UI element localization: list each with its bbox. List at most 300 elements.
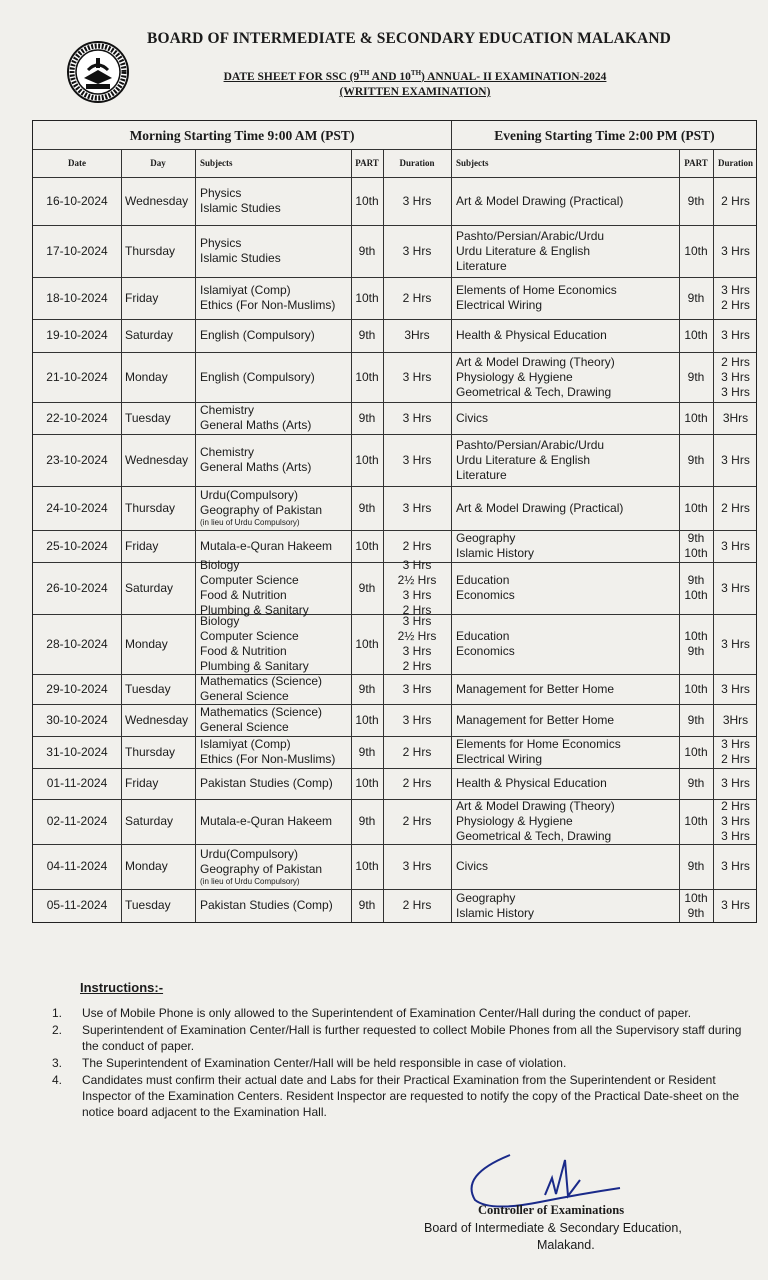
instruction-item	[52, 1055, 757, 1071]
evening-subjects	[451, 402, 679, 434]
morning-duration	[383, 674, 451, 704]
part-text: 10th	[355, 538, 379, 553]
part-text: 10th	[355, 712, 379, 727]
evening-part	[679, 277, 713, 319]
exam-date	[33, 768, 121, 799]
day-text: Monday	[125, 636, 168, 651]
morning-subjects	[195, 704, 351, 736]
morning-subject: Urdu(Compulsory)	[200, 488, 299, 502]
evening-part	[679, 844, 713, 889]
exam-day	[121, 319, 195, 352]
duration-text: 3 Hrs	[402, 369, 432, 384]
morning-subject: Biology	[200, 558, 240, 572]
evening-part	[679, 674, 713, 704]
duration-text: 3 Hrs	[402, 193, 432, 208]
duration-text: 2 Hrs	[402, 659, 432, 673]
day-text: Thursday	[125, 744, 176, 759]
date-text: 19-10-2024	[46, 328, 108, 342]
morning-subjects	[195, 434, 351, 486]
evening-duration	[713, 530, 758, 562]
part-text: 10th	[355, 859, 379, 873]
evening-subject: Health & Physical Education	[456, 328, 607, 342]
duration-text: 2½ Hrs	[397, 573, 437, 587]
morning-subject: Mathematics (Science)	[200, 674, 323, 688]
duration-text: 3Hrs	[722, 410, 749, 425]
date-text: 18-10-2024	[46, 290, 108, 305]
evening-subjects	[451, 799, 679, 844]
morning-subject: Geography of Pakistan	[200, 861, 323, 876]
evening-part	[679, 889, 713, 922]
evening-subject: Electrical Wiring	[456, 298, 543, 312]
date-text: 30-10-2024	[46, 712, 108, 727]
evening-duration	[713, 562, 758, 614]
exam-day	[121, 768, 195, 799]
evening-subject: Art & Model Drawing (Practical)	[456, 193, 624, 208]
exam-date	[33, 277, 121, 319]
morning-subject: English (Compulsory)	[200, 328, 315, 342]
evening-subjects	[451, 319, 679, 352]
morning-subjects	[195, 614, 351, 674]
duration-text: 2 Hrs	[402, 898, 432, 912]
part-text: 10th	[684, 546, 708, 560]
duration-text: 3 Hrs	[721, 898, 750, 912]
evening-duration	[713, 277, 758, 319]
evening-part	[679, 319, 713, 352]
morning-duration	[383, 889, 451, 922]
date-text: 04-11-2024	[46, 859, 108, 873]
evening-subject: Geography	[456, 890, 516, 905]
part-text: 9th	[358, 410, 376, 425]
part-text: 10th	[684, 890, 708, 905]
part-text: 10th	[355, 193, 379, 208]
duration-text: 3 Hrs	[721, 243, 750, 258]
duration-text: 3 Hrs	[402, 243, 432, 258]
exam-date	[33, 562, 121, 614]
day-text: Tuesday	[125, 681, 171, 696]
instruction-number: 3.	[52, 1056, 63, 1070]
part-text: 9th	[687, 573, 705, 587]
evening-subject: Management for Better Home	[456, 681, 615, 696]
date-text: 02-11-2024	[46, 814, 108, 828]
evening-subjects	[451, 225, 679, 277]
duration-text: 3 Hrs	[721, 636, 750, 651]
part-text: 9th	[687, 193, 705, 208]
evening-subject: Education	[456, 573, 510, 587]
morning-subject: Chemistry	[200, 403, 255, 417]
part-text: 9th	[358, 681, 376, 696]
exam-date	[33, 319, 121, 352]
date-text: 17-10-2024	[46, 243, 108, 258]
col-duration-header: Duration	[399, 157, 435, 168]
evening-part	[679, 486, 713, 530]
day-text: Friday	[125, 776, 159, 790]
evening-subjects	[451, 352, 679, 402]
duration-text: 3 Hrs	[721, 829, 750, 843]
evening-subject: Electrical Wiring	[456, 752, 543, 766]
morning-subject: Chemistry	[200, 445, 255, 459]
morning-subject: General Science	[200, 720, 289, 734]
part-text: 9th	[358, 744, 376, 759]
evening-duration	[713, 352, 758, 402]
day-text: Tuesday	[125, 898, 171, 912]
part-text: 10th	[684, 588, 708, 602]
instruction-text: Candidates must confirm their actual date and Labs for their Practical Examination from the Superintendent or Resident Inspector of the Examination Centers. Resident Inspector are requested to notify the copy of the Practical Date-sheet on the notice board adjacent to the Examination Hall.	[82, 1073, 740, 1119]
date-sheet-table	[32, 120, 757, 923]
duration-text: 2½ Hrs	[397, 629, 437, 643]
morning-duration	[383, 177, 451, 225]
day-text: Saturday	[125, 814, 174, 828]
part-text: 9th	[687, 531, 705, 545]
day-text: Wednesday	[125, 712, 189, 727]
evening-part	[679, 434, 713, 486]
part-text: 10th	[684, 328, 708, 342]
morning-subject: Biology	[200, 614, 240, 628]
day-text: Monday	[125, 859, 168, 873]
evening-subjects	[451, 768, 679, 799]
instructions-list	[52, 1005, 757, 1121]
instruction-text: Use of Mobile Phone is only allowed to the Superintendent of Examination Center/Hall during the conduct of paper.	[82, 1006, 692, 1020]
evening-subjects	[451, 277, 679, 319]
part-text: 10th	[684, 629, 708, 643]
duration-text: 3 Hrs	[721, 580, 750, 595]
evening-duration	[713, 844, 758, 889]
exam-day	[121, 225, 195, 277]
part-text: 10th	[355, 452, 379, 467]
duration-text: 3 Hrs	[402, 681, 432, 696]
evening-part	[679, 402, 713, 434]
duration-text: 2 Hrs	[402, 538, 432, 553]
evening-part	[679, 614, 713, 674]
evening-header: Evening Starting Time 2:00 PM (PST)	[494, 127, 715, 143]
morning-duration	[383, 768, 451, 799]
morning-subject-note: (in lieu of Urdu Compulsory)	[200, 876, 300, 886]
morning-subjects	[195, 674, 351, 704]
evening-subject: Literature	[456, 258, 507, 273]
date-text: 29-10-2024	[46, 681, 108, 696]
exam-date	[33, 486, 121, 530]
part-text: 10th	[684, 681, 708, 696]
part-text: 9th	[687, 644, 705, 658]
evening-subject: Pashto/Persian/Arabic/Urdu	[456, 228, 605, 243]
day-text: Saturday	[125, 328, 174, 342]
date-text: 31-10-2024	[46, 744, 108, 759]
morning-subject: Urdu(Compulsory)	[200, 846, 299, 861]
evening-part	[679, 768, 713, 799]
part-text: 9th	[687, 290, 705, 305]
exam-date	[33, 889, 121, 922]
part-text: 10th	[684, 243, 708, 258]
instruction-number: 2.	[52, 1023, 63, 1037]
col-part-header: PART	[355, 157, 379, 168]
morning-part	[351, 225, 383, 277]
morning-part	[351, 530, 383, 562]
date-text: 23-10-2024	[46, 452, 108, 467]
evening-subjects	[451, 486, 679, 530]
morning-duration	[383, 225, 451, 277]
morning-subject: Mathematics (Science)	[200, 705, 323, 719]
morning-subjects	[195, 558, 351, 617]
exam-day	[121, 277, 195, 319]
day-text: Monday	[125, 369, 168, 384]
morning-part	[351, 562, 383, 614]
evening-subject: Civics	[456, 859, 488, 873]
evening-subject: Islamic History	[456, 546, 535, 560]
morning-part	[351, 844, 383, 889]
evening-subjects	[451, 844, 679, 889]
morning-duration	[383, 402, 451, 434]
morning-subject: General Maths (Arts)	[200, 460, 312, 474]
evening-subjects	[451, 889, 679, 922]
morning-duration	[383, 799, 451, 844]
part-text: 9th	[358, 898, 376, 912]
date-text: 26-10-2024	[46, 580, 108, 595]
exam-day	[121, 177, 195, 225]
morning-duration	[383, 352, 451, 402]
col-evening-duration-header: Duration	[717, 157, 753, 168]
evening-part	[679, 562, 713, 614]
instruction-text: The Superintendent of Examination Center/Hall will be held responsible in case of violation.	[82, 1056, 567, 1070]
morning-subjects	[195, 225, 351, 277]
date-text: 25-10-2024	[46, 538, 108, 553]
morning-part	[351, 768, 383, 799]
part-text: 10th	[684, 814, 708, 828]
morning-part	[351, 434, 383, 486]
day-text: Thursday	[125, 243, 176, 258]
written-exam-label: (WRITTEN EXAMINATION)	[339, 85, 491, 98]
day-text: Wednesday	[125, 193, 189, 208]
instruction-number: 4.	[52, 1073, 63, 1087]
exam-date	[33, 704, 121, 736]
part-text: 9th	[687, 859, 705, 873]
morning-subjects	[195, 889, 351, 922]
morning-subjects	[195, 799, 351, 844]
morning-subject: Ethics (For Non-Muslims)	[200, 752, 336, 766]
morning-subjects	[195, 352, 351, 402]
duration-text: 3 Hrs	[721, 538, 750, 553]
duration-text: 3 Hrs	[402, 558, 432, 572]
evening-subject: Islamic History	[456, 905, 535, 920]
instruction-number: 1.	[52, 1006, 63, 1020]
duration-text: 3 Hrs	[402, 500, 432, 515]
duration-text: 3 Hrs	[721, 859, 750, 873]
morning-part	[351, 402, 383, 434]
evening-subjects	[451, 736, 679, 768]
col-day-header: Day	[150, 157, 166, 168]
morning-part	[351, 277, 383, 319]
exam-day	[121, 352, 195, 402]
part-text: 10th	[684, 744, 708, 759]
exam-day	[121, 704, 195, 736]
board-seal-logo	[66, 40, 130, 104]
duration-text: 2 Hrs	[721, 500, 750, 515]
morning-header: Morning Starting Time 9:00 AM (PST)	[129, 127, 355, 143]
evening-subject: Art & Model Drawing (Theory)	[456, 799, 615, 813]
duration-text: 2 Hrs	[721, 354, 750, 369]
duration-text: 3 Hrs	[721, 776, 750, 790]
duration-text: 2 Hrs	[402, 814, 432, 828]
evening-subject: Urdu Literature & English	[456, 243, 591, 258]
duration-text: 3 Hrs	[402, 452, 432, 467]
morning-part	[351, 486, 383, 530]
exam-date	[33, 614, 121, 674]
part-text: 10th	[355, 290, 379, 305]
instruction-item	[52, 1022, 757, 1054]
exam-day	[121, 799, 195, 844]
morning-duration	[383, 704, 451, 736]
part-text: 10th	[355, 776, 379, 790]
morning-subjects	[195, 277, 351, 319]
morning-part	[351, 614, 383, 674]
exam-day	[121, 486, 195, 530]
date-text: 22-10-2024	[46, 410, 108, 425]
evening-subject: Physiology & Hygiene	[456, 369, 573, 384]
day-text: Saturday	[125, 580, 174, 595]
exam-day	[121, 530, 195, 562]
col-subjects-header: Subjects	[200, 157, 233, 168]
morning-subject: Computer Science	[200, 573, 299, 587]
morning-duration	[383, 434, 451, 486]
evening-part	[679, 704, 713, 736]
day-text: Thursday	[125, 500, 176, 515]
morning-duration	[383, 844, 451, 889]
evening-duration	[713, 319, 758, 352]
morning-subject: Pakistan Studies (Comp)	[200, 776, 333, 790]
duration-text: 3Hrs	[404, 328, 430, 342]
morning-part	[351, 319, 383, 352]
duration-text: 2 Hrs	[721, 298, 750, 312]
morning-subjects	[195, 486, 351, 530]
duration-text: 3 Hrs	[402, 859, 432, 873]
board-name: Board of Intermediate & Secondary Education,	[424, 1221, 682, 1235]
part-text: 9th	[687, 452, 705, 467]
duration-text: 3 Hrs	[721, 814, 750, 828]
duration-text: 3 Hrs	[721, 681, 750, 696]
morning-subjects	[195, 844, 351, 889]
duration-text: 3Hrs	[722, 712, 749, 727]
morning-duration	[383, 486, 451, 530]
part-text: 9th	[358, 814, 376, 828]
exam-date	[33, 674, 121, 704]
morning-duration	[383, 558, 451, 617]
date-text: 01-11-2024	[46, 776, 108, 790]
col-date-header: Date	[68, 157, 86, 168]
part-text: 9th	[358, 243, 376, 258]
part-text: 10th	[355, 636, 379, 651]
evening-subject: Elements of Home Economics	[456, 283, 617, 297]
exam-date	[33, 352, 121, 402]
evening-subject: Education	[456, 629, 510, 643]
col-evening-subjects-header: Subjects	[456, 157, 489, 168]
morning-subject: Plumbing & Sanitary	[200, 659, 309, 673]
duration-text: 2 Hrs	[721, 193, 750, 208]
controller-title: Controller of Examinations	[478, 1203, 625, 1217]
evening-part	[679, 352, 713, 402]
duration-text: 3 Hrs	[721, 452, 750, 467]
duration-text: 3 Hrs	[402, 644, 432, 658]
duration-text: 3 Hrs	[402, 614, 432, 628]
duration-text: 3 Hrs	[721, 283, 750, 297]
date-text: 24-10-2024	[46, 500, 108, 515]
morning-subject: Geography of Pakistan	[200, 503, 323, 517]
evening-duration	[713, 704, 758, 736]
evening-duration	[713, 486, 758, 530]
day-text: Tuesday	[125, 410, 171, 425]
morning-part	[351, 352, 383, 402]
morning-part	[351, 736, 383, 768]
exam-date	[33, 799, 121, 844]
evening-duration	[713, 674, 758, 704]
morning-subject: English (Compulsory)	[200, 369, 315, 384]
part-text: 10th	[684, 500, 708, 515]
morning-subject: General Science	[200, 689, 289, 703]
evening-subject: Geometrical & Tech, Drawing	[456, 829, 612, 843]
board-title: BOARD OF INTERMEDIATE & SECONDARY EDUCATION MALAKAND	[147, 30, 671, 47]
morning-part	[351, 177, 383, 225]
exam-day	[121, 844, 195, 889]
date-text: 28-10-2024	[46, 636, 108, 651]
board-place: Malakand.	[537, 1238, 595, 1252]
morning-part	[351, 674, 383, 704]
part-text: 9th	[358, 328, 376, 342]
duration-text: 3 Hrs	[721, 384, 750, 399]
exam-day	[121, 402, 195, 434]
evening-subjects	[451, 674, 679, 704]
evening-part	[679, 530, 713, 562]
evening-subject: Elements for Home Economics	[456, 737, 621, 751]
date-text: 16-10-2024	[46, 193, 108, 208]
day-text: Friday	[125, 290, 159, 305]
exam-day	[121, 562, 195, 614]
exam-date	[33, 402, 121, 434]
evening-subjects	[451, 614, 679, 674]
evening-subject: Art & Model Drawing (Practical)	[456, 500, 624, 515]
exam-day	[121, 674, 195, 704]
evening-subject: Management for Better Home	[456, 712, 615, 727]
morning-part	[351, 799, 383, 844]
day-text: Friday	[125, 538, 159, 553]
evening-subject: Civics	[456, 410, 488, 425]
morning-subject: Food & Nutrition	[200, 644, 287, 658]
morning-subject: General Maths (Arts)	[200, 418, 312, 432]
evening-subjects	[451, 562, 679, 614]
morning-subjects	[195, 402, 351, 434]
morning-subject: Plumbing & Sanitary	[200, 603, 309, 617]
part-text: 9th	[687, 712, 705, 727]
evening-subjects	[451, 704, 679, 736]
morning-part	[351, 889, 383, 922]
instruction-item	[52, 1005, 757, 1021]
evening-subjects	[451, 434, 679, 486]
morning-duration	[383, 277, 451, 319]
part-text: 9th	[358, 500, 376, 515]
evening-subject: Literature	[456, 467, 507, 482]
evening-subject: Health & Physical Education	[456, 776, 607, 790]
morning-subject: Islamiyat (Comp)	[200, 283, 291, 297]
date-text: 21-10-2024	[46, 369, 108, 384]
morning-duration	[383, 614, 451, 674]
duration-text: 2 Hrs	[402, 603, 432, 617]
evening-duration	[713, 768, 758, 799]
duration-text: 3 Hrs	[721, 328, 750, 342]
morning-duration	[383, 319, 451, 352]
duration-text: 2 Hrs	[721, 799, 750, 813]
signature	[430, 1150, 730, 1210]
duration-text: 3 Hrs	[721, 369, 750, 384]
evening-part	[679, 799, 713, 844]
evening-duration	[713, 177, 758, 225]
morning-subject: Computer Science	[200, 629, 299, 643]
part-text: 10th	[355, 369, 379, 384]
